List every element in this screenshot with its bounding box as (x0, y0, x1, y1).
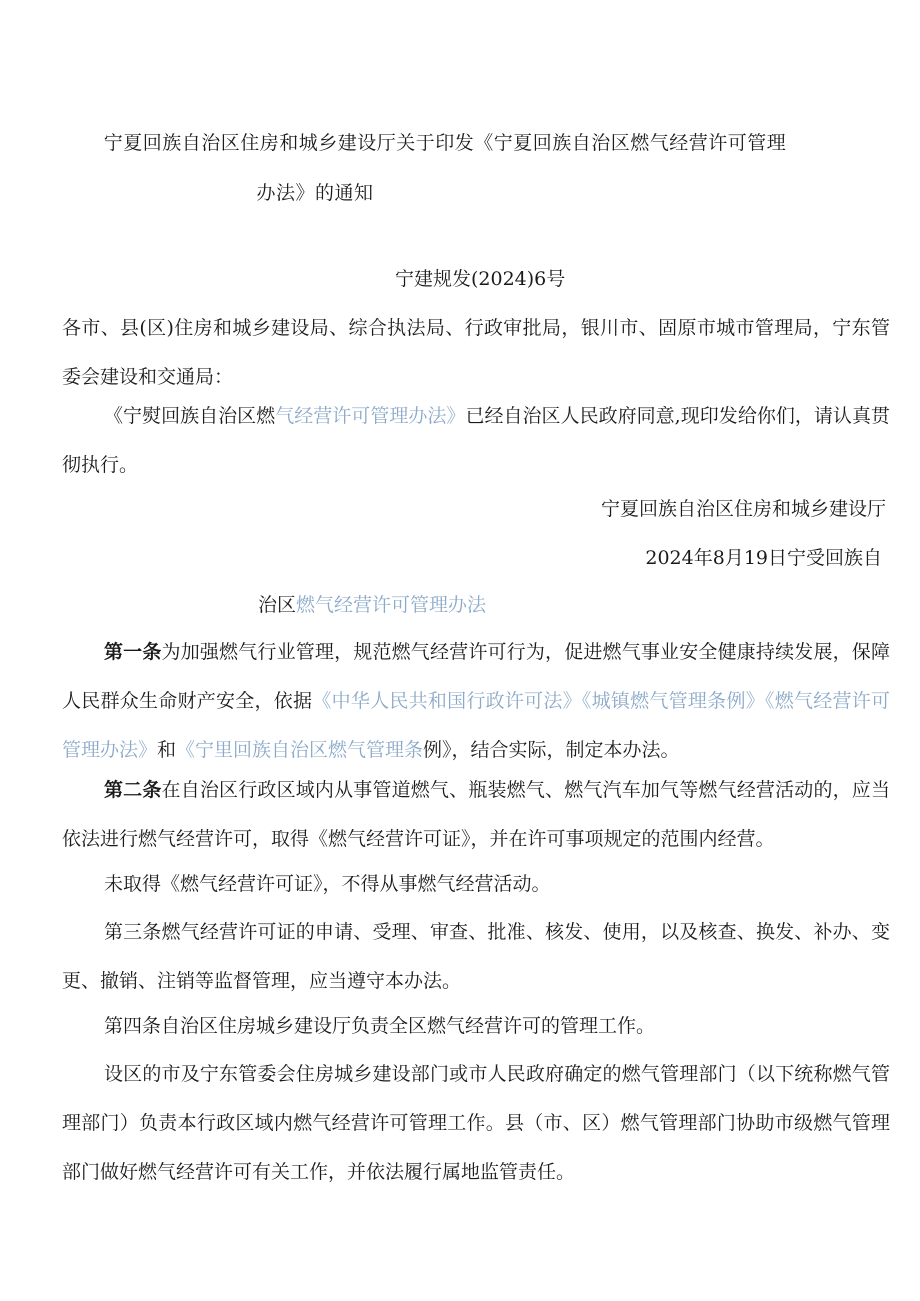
article-4-second-paragraph: 设区的市及宁东管委会住房城乡建设部门或市人民政府确定的燃气管理部门（以下统称燃气管理部门）负责本行政区域内燃气经营许可管理工作。县（市、区）燃气管理部门协助市级燃气管理部门做好燃气经营许可有关工作，并依法履行属地监管责任。 (62, 1063, 890, 1183)
article-1-label: 第一条 (104, 641, 162, 663)
article-1-text-b: 和 (157, 739, 177, 761)
signature-date: 2024年8月19日宁受回族自 (645, 547, 882, 569)
article-2-label: 第二条 (104, 779, 162, 801)
article-2-paragraph (62, 766, 890, 864)
title-line-1: 宁夏回族自治区住房和城乡建设厅关于印发《宁夏回族自治区燃气经营许可管理 (103, 132, 787, 154)
article-1-text-c: 例》，结合实际，制定本办法。 (423, 739, 680, 761)
intro-text-b: 已经自治区人民政府同意,现印发给你们，请认真贯彻执行。 (62, 405, 890, 476)
article-2-second-paragraph: 未取得《燃气经营许可证》，不得从事燃气经营活动。 (104, 873, 551, 895)
article-1-text-a: 为加强燃气行业管理，规范燃气经营许可行为，促进燃气事业安全健康持续发展，保障人民群众生命财产安全，依据 (62, 641, 890, 712)
addressee-paragraph: 各市、县(区)住房和城乡建设局、综合执法局、行政审批局，银川市、固原市城市管理局，宁东管委会建设和交通局： (62, 317, 890, 388)
article-1-regulation-link[interactable]: 《宁里回族自治区燃气管理条 (176, 739, 424, 761)
attachment-prefix: 治区 (258, 594, 297, 616)
intro-text-a: 《宁熨回族自治区燃 (104, 405, 276, 427)
intro-link[interactable]: 气经营许可管理办法》 (275, 405, 466, 427)
attachment-title (258, 590, 486, 617)
attachment-title-link[interactable]: 燃气经营许可管理办法 (296, 594, 487, 616)
title-line-2: 办法》的通知 (256, 182, 374, 204)
article-3-paragraph: 第三条燃气经营许可证的申请、受理、审查、批准、核发、使用，以及核查、换发、补办、变更、撤销、注销等监督管理，应当遵守本办法。 (62, 921, 890, 992)
intro-paragraph (62, 392, 890, 490)
article-1-paragraph (62, 628, 890, 775)
article-1-law-links[interactable]: 《中华人民共和国行政许可法》《城镇燃气管理条例》《燃气经营许可管理办法》 (62, 690, 890, 761)
article-4-paragraph: 第四条自治区住房城乡建设厅负责全区燃气经营许可的管理工作。 (104, 1015, 656, 1037)
signature-organization: 宁夏回族自治区住房和城乡建设厅 (600, 498, 886, 520)
article-2-text: 在自治区行政区域内从事管道燃气、瓶装燃气、燃气汽车加气等燃气经营活动的，应当依法进行燃气经营许可，取得《燃气经营许可证》，并在许可事项规定的范围内经营。 (62, 779, 890, 850)
document-number: 宁建规发(2024)6号 (395, 268, 566, 290)
